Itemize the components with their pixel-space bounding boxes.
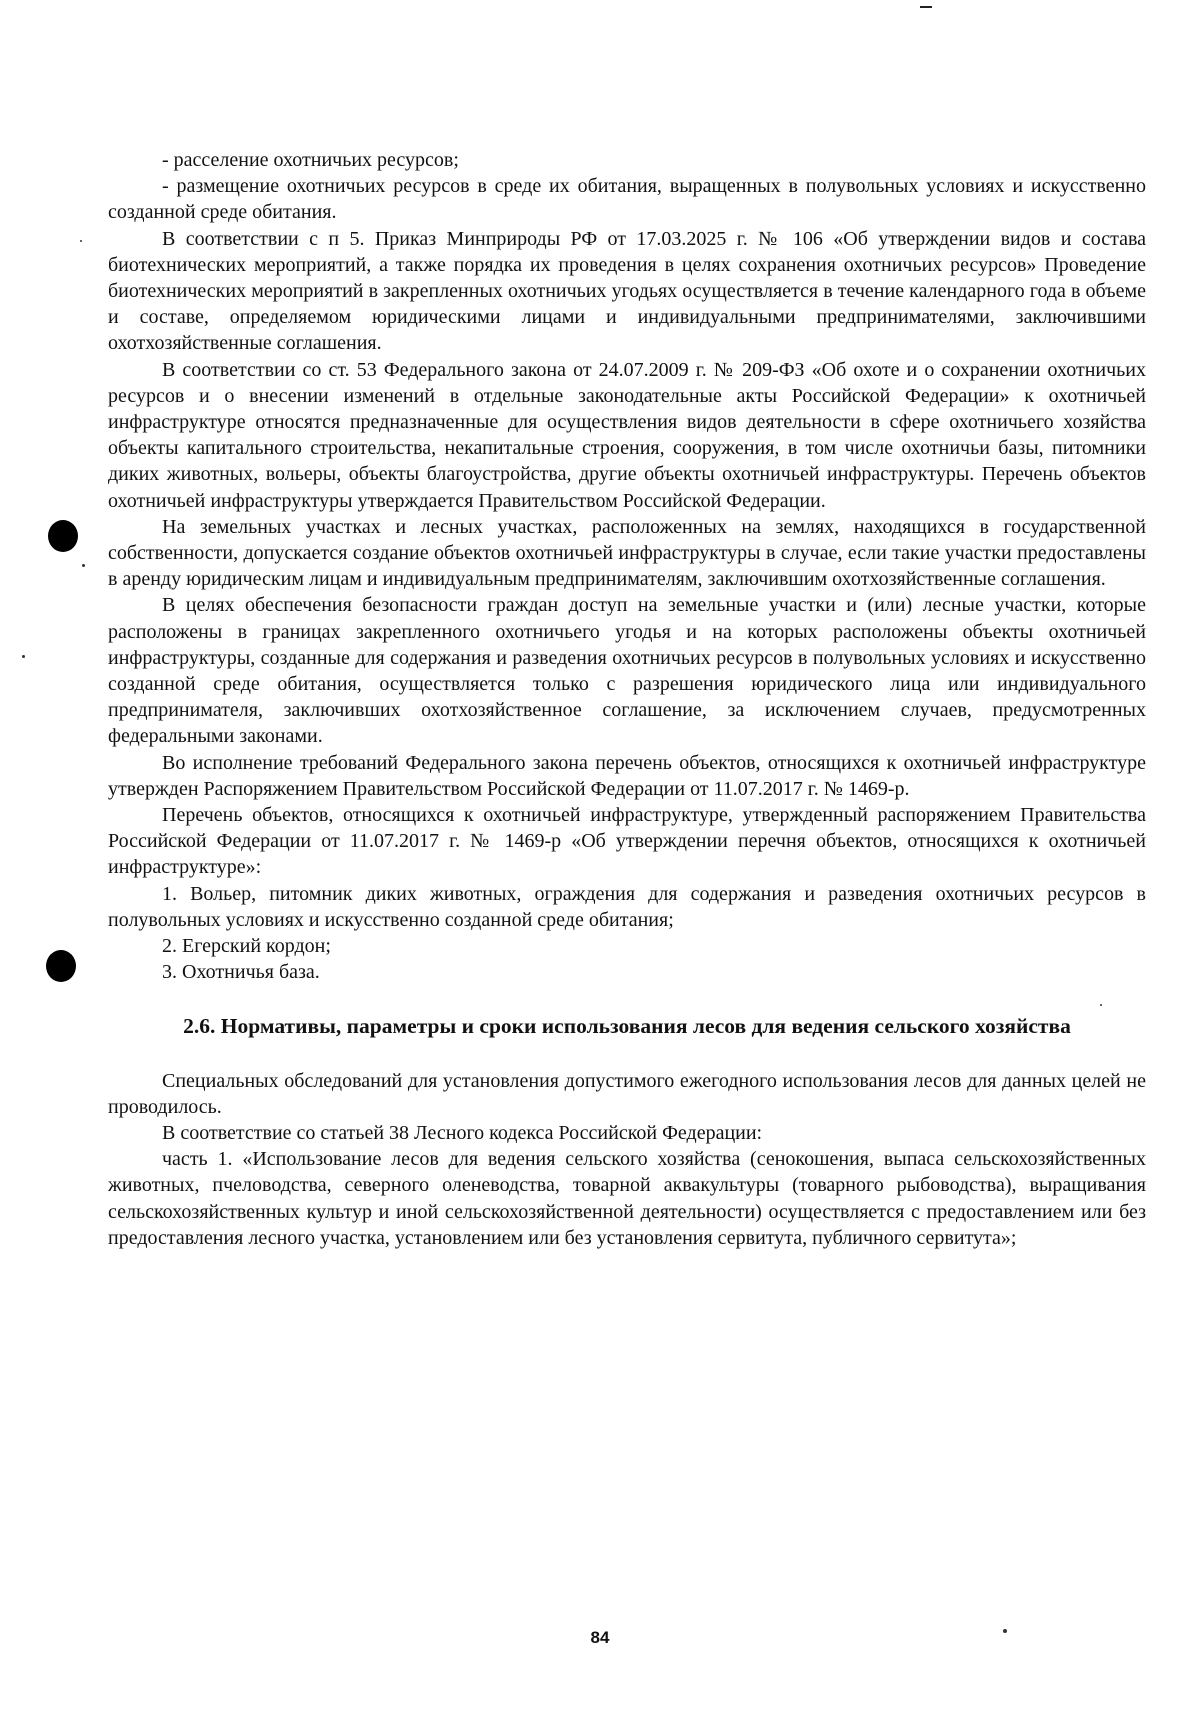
scan-speck	[22, 655, 25, 658]
scan-mark	[920, 6, 932, 8]
paragraph-11: часть 1. «Использование лесов для ведения сельского хозяйства (сенокошения, выпаса сельскохозяйственных животных, пчеловодства, северного оленеводства, товарной аквакультуры (товарного рыбоводства), выращивания сельскохозяйственных культур и иной сельскохозяйственной деятельности) осуществляется с предоставлением или без предоставления лесного участка, установлением или без установления сервитута, публичного сервитута»;	[108, 1148, 1146, 1249]
paragraph-4: В соответствии со ст. 53 Федерального закона от 24.07.2009 г. № 209-ФЗ «Об охоте и о сохранении охотничьих ресурсов и о внесении изменений в отдельные законодательные акты Российской Федерации» к охотничьей инфраструктуре относятся предназначенные для осуществления видов деятельности в сфере охотничьего хозяйства объекты капитального строительства, некапитальные строения, сооружения, в том числе охотничьи базы, питомники диких животных, вольеры, объекты благоустройства, другие объекты охотничьей инфраструктуры. Перечень объектов охотничьей инфраструктуры утверждается Правительством Российской Федерации.	[108, 358, 1146, 512]
punch-hole-upper	[48, 520, 78, 552]
list-item-1: 1. Вольер, питомник диких животных, ограждения для содержания и разведения охотничьих ресурсов в полувольных условиях и искусственно созданной среде обитания;	[108, 882, 1146, 931]
paragraph-9: Специальных обследований для установления допустимого ежегодного использования лесов для данных целей не проводилось.	[108, 1069, 1146, 1118]
list-item-3: 3. Охотничья база.	[162, 961, 320, 984]
paragraph-1: - расселение охотничьих ресурсов;	[162, 149, 459, 171]
body-text	[108, 147, 1146, 1251]
paragraph-10: В соответствие со статьей 38 Лесного кодекса Российской Федерации:	[162, 1121, 763, 1144]
scan-speck	[82, 564, 85, 567]
scan-speck	[80, 240, 82, 242]
paragraph-6: В целях обеспечения безопасности граждан доступ на земельные участки и (или) лесные участки, которые расположены в границах закрепленного охотничьего угодья и на которых расположены объекты охотничьей инфраструктуры, созданные для содержания и разведения охотничьих ресурсов в полувольных условиях и искусственно созданной среде обитания, осуществляется только с разрешения юридического лица или индивидуального предпринимателя, заключивших охотхозяйственное соглашение, за исключением случаев, предусмотренных федеральными законами.	[108, 594, 1146, 748]
list-item-2: 2. Егерский кордон;	[162, 935, 331, 958]
paragraph-5: На земельных участках и лесных участках, расположенных на землях, находящихся в государственной собственности, допускается создание объектов охотничьей инфраструктуры в случае, если такие участки предоставлены в аренду юридическим лицам и индивидуальным предпринимателям, заключившим охотхозяйственные соглашения.	[108, 515, 1146, 591]
paragraph-3: В соответствии с п 5. Приказ Минприроды РФ от 17.03.2025 г. № 106 «Об утверждении видов и состава биотехнических мероприятий, а также порядка их проведения в целях сохранения охотничьих ресурсов» Проведение биотехнических мероприятий в закрепленных охотничьих угодьях осуществляется в течение календарного года в объеме и составе, определяемом юридическими лицами и индивидуальными предпринимателями, заключившими охотхозяйственные соглашения.	[108, 227, 1146, 355]
paragraph-8: Перечень объектов, относящихся к охотничьей инфраструктуре, утвержденный распоряжением Правительства Российской Федерации от 11.07.2017 г. № 1469-р «Об утверждении перечня объектов, относящихся к охотничьей инфраструктуре»:	[108, 804, 1146, 879]
section-heading: 2.6. Нормативы, параметры и сроки использования лесов для ведения сельского хозяйства	[183, 1013, 1071, 1038]
paragraph-7: Во исполнение требований Федерального закона перечень объектов, относящихся к охотничьей инфраструктуре утвержден Распоряжением Правительством Российской Федерации от 11.07.2017 г. № 1469-р.	[108, 751, 1146, 800]
paragraph-2: - размещение охотничьих ресурсов в среде их обитания, выращенных в полувольных условиях и искусственно созданной среде обитания.	[108, 175, 1146, 224]
page-number: 84	[590, 1628, 610, 1647]
punch-hole-lower	[46, 950, 76, 982]
